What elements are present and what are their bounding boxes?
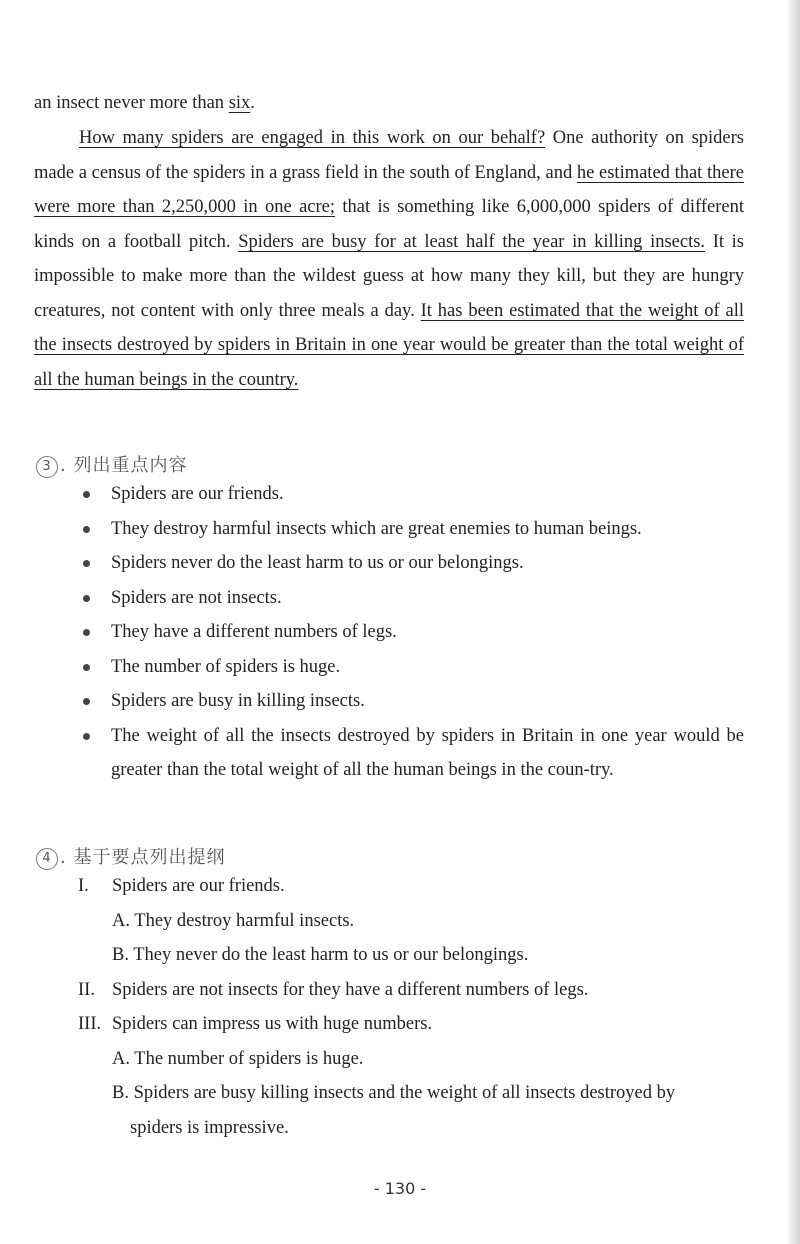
list-item bbox=[78, 546, 744, 581]
bullet-icon bbox=[83, 664, 90, 671]
circled-number-3: 3 bbox=[36, 456, 58, 478]
underlined-text: he estimated that there were more than 2,250,000 in one acre; bbox=[34, 162, 744, 217]
section-title: . 基于要点列出提纲 bbox=[60, 847, 226, 868]
bullet-icon bbox=[83, 560, 90, 567]
list-item bbox=[78, 581, 744, 616]
section-3-heading bbox=[36, 451, 187, 478]
scan-shadow-edge bbox=[786, 0, 800, 1244]
outline-text-continued: spiders is impressive. bbox=[130, 1117, 289, 1138]
outline-item-iii bbox=[78, 1007, 748, 1042]
paragraph-continuation bbox=[34, 86, 744, 121]
bullet-icon bbox=[83, 491, 90, 498]
text-run: It is impossible to make more than the wildest guess at how many they kill, but they are hungry creatures, not content with only three meals a day. bbox=[34, 231, 744, 321]
list-item-text: They have a different numbers of legs. bbox=[111, 622, 397, 642]
list-item bbox=[78, 650, 744, 685]
text-run: . bbox=[250, 93, 255, 113]
outline-text: Spiders can impress us with huge numbers. bbox=[112, 1014, 433, 1034]
list-item-text: Spiders are busy in killing insects. bbox=[111, 691, 365, 711]
outline-text: Spiders are our friends. bbox=[112, 876, 285, 896]
outline-text: A. They destroy harmful insects. bbox=[112, 910, 355, 931]
key-points-list bbox=[78, 477, 744, 788]
roman-numeral: III. bbox=[78, 1014, 102, 1034]
bullet-icon bbox=[83, 526, 90, 533]
section-4-heading bbox=[36, 843, 225, 870]
list-item-text: Spiders never do the least harm to us or our belongings. bbox=[111, 553, 524, 573]
underlined-text: Spiders are busy for at least half the year in killing insects. bbox=[238, 231, 706, 252]
outline-subitem bbox=[78, 1042, 748, 1077]
list-item bbox=[78, 512, 744, 547]
outline-item-ii bbox=[78, 973, 748, 1008]
text-run: that is something like 6,000,000 spiders of different kinds on a football pitch. bbox=[34, 197, 745, 252]
outline-text: A. The number of spiders is huge. bbox=[112, 1048, 364, 1069]
paragraph-spider-census bbox=[34, 121, 744, 397]
outline-text: B. They never do the least harm to us or our belongings. bbox=[112, 945, 529, 965]
roman-numeral: II. bbox=[78, 979, 95, 1000]
text-run: an insect never more than bbox=[34, 93, 229, 113]
list-item-text: The weight of all the insects destroyed by spiders in Britain in one year would be greater than the total weight of all the human beings in the coun-try. bbox=[111, 725, 744, 780]
text-run: One authority on spiders made a census of the spiders in a grass field in the south of England, and bbox=[34, 128, 744, 183]
outline-list bbox=[78, 869, 748, 1145]
underlined-text: How many spiders are engaged in this work on our behalf? bbox=[79, 128, 546, 148]
page-number: - 130 - bbox=[373, 1179, 427, 1198]
roman-numeral: I. bbox=[78, 876, 89, 896]
bullet-icon bbox=[83, 595, 90, 602]
circled-number-4: 4 bbox=[36, 848, 58, 870]
underlined-text: six bbox=[228, 93, 251, 113]
bullet-icon bbox=[83, 629, 90, 636]
list-item-text: Spiders are our friends. bbox=[111, 484, 284, 504]
outline-text: B. Spiders are busy killing insects and the weight of all insects destroyed by bbox=[112, 1083, 676, 1103]
list-item bbox=[78, 477, 744, 512]
outline-text: Spiders are not insects for they have a different numbers of legs. bbox=[112, 979, 589, 1000]
list-item bbox=[78, 719, 744, 788]
bullet-icon bbox=[83, 733, 90, 740]
list-item-text: They destroy harmful insects which are great enemies to human beings. bbox=[111, 518, 642, 539]
bullet-icon bbox=[83, 698, 90, 705]
section-title: . 列出重点内容 bbox=[60, 455, 188, 476]
list-item-text: The number of spiders is huge. bbox=[111, 656, 341, 677]
outline-subitem bbox=[78, 938, 748, 973]
underlined-text: It has been estimated that the weight of all the insects destroyed by spiders in Britain in one year would be greater than the total weight of all the human beings in the country. bbox=[34, 300, 744, 390]
list-item bbox=[78, 684, 744, 719]
outline-item-i bbox=[78, 869, 748, 904]
outline-subitem bbox=[78, 904, 748, 939]
list-item-text: Spiders are not insects. bbox=[111, 587, 282, 608]
list-item bbox=[78, 615, 744, 650]
outline-subitem bbox=[78, 1076, 748, 1145]
